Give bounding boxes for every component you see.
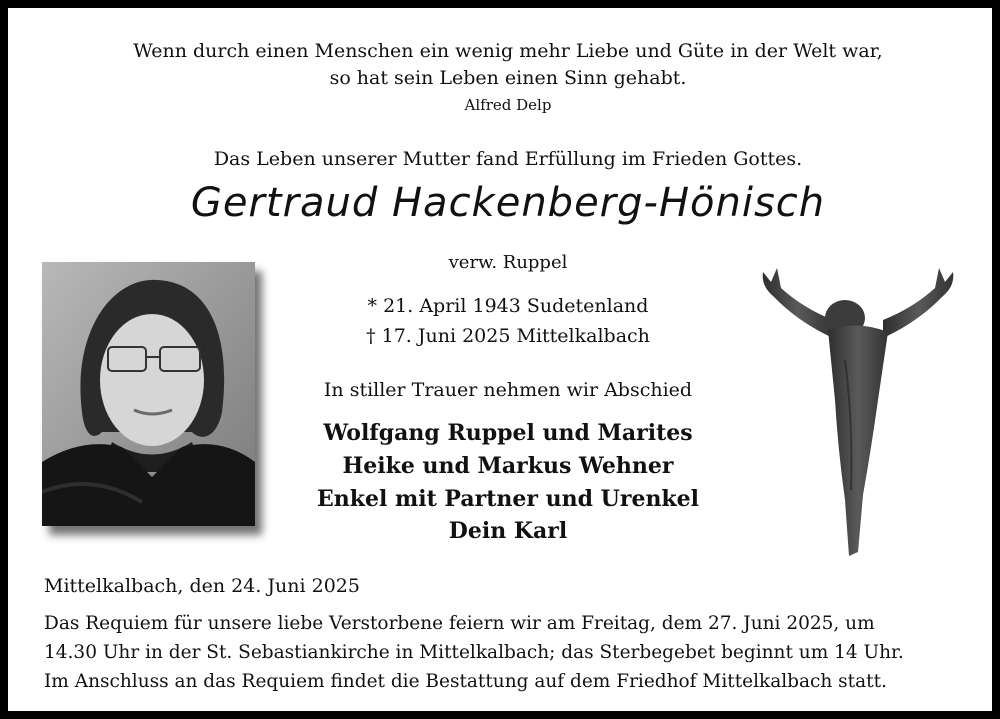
death-line: † 17. Juni 2025 Mittelkalbach [366,325,650,347]
service-line-2: 14.30 Uhr in der St. Sebastiankirche in Mittelkalbach; das Sterbegebet beginnt um 14 Uhr. [44,642,904,663]
maiden-name: verw. Ruppel [448,252,568,273]
quote-author: Alfred Delp [464,96,552,114]
quote-line-2: so hat sein Leben einen Sinn gehabt. [329,67,687,89]
service-line-1: Das Requiem für unsere liebe Verstorbene feiern wir am Freitag, dem 27. Juni 2025, um [44,613,875,634]
family-line-3: Enkel mit Partner und Urenkel [316,486,700,512]
mourning-line: In stiller Trauer nehmen wir Abschied [323,379,693,401]
crucifix-icon [753,260,963,560]
place-date: Mittelkalbach, den 24. Juni 2025 [44,575,360,597]
birth-line: * 21. April 1943 Sudetenland [367,295,649,317]
deceased-name: Gertraud Hackenberg-Hönisch [190,180,826,226]
intro-line: Das Leben unserer Mutter fand Erfüllung im Frieden Gottes. [213,148,803,170]
family-line-1: Wolfgang Ruppel und Marites [323,420,693,446]
service-line-3: Im Anschluss an das Requiem findet die Bestattung auf dem Friedhof Mittelkalbach statt. [44,671,887,692]
portrait-illustration [42,262,255,526]
quote-line-1: Wenn durch einen Menschen ein wenig mehr Liebe und Güte in der Welt war, [133,40,883,62]
family-line-4: Dein Karl [448,518,568,544]
portrait-photo [42,262,255,526]
family-line-2: Heike und Markus Wehner [342,453,674,479]
